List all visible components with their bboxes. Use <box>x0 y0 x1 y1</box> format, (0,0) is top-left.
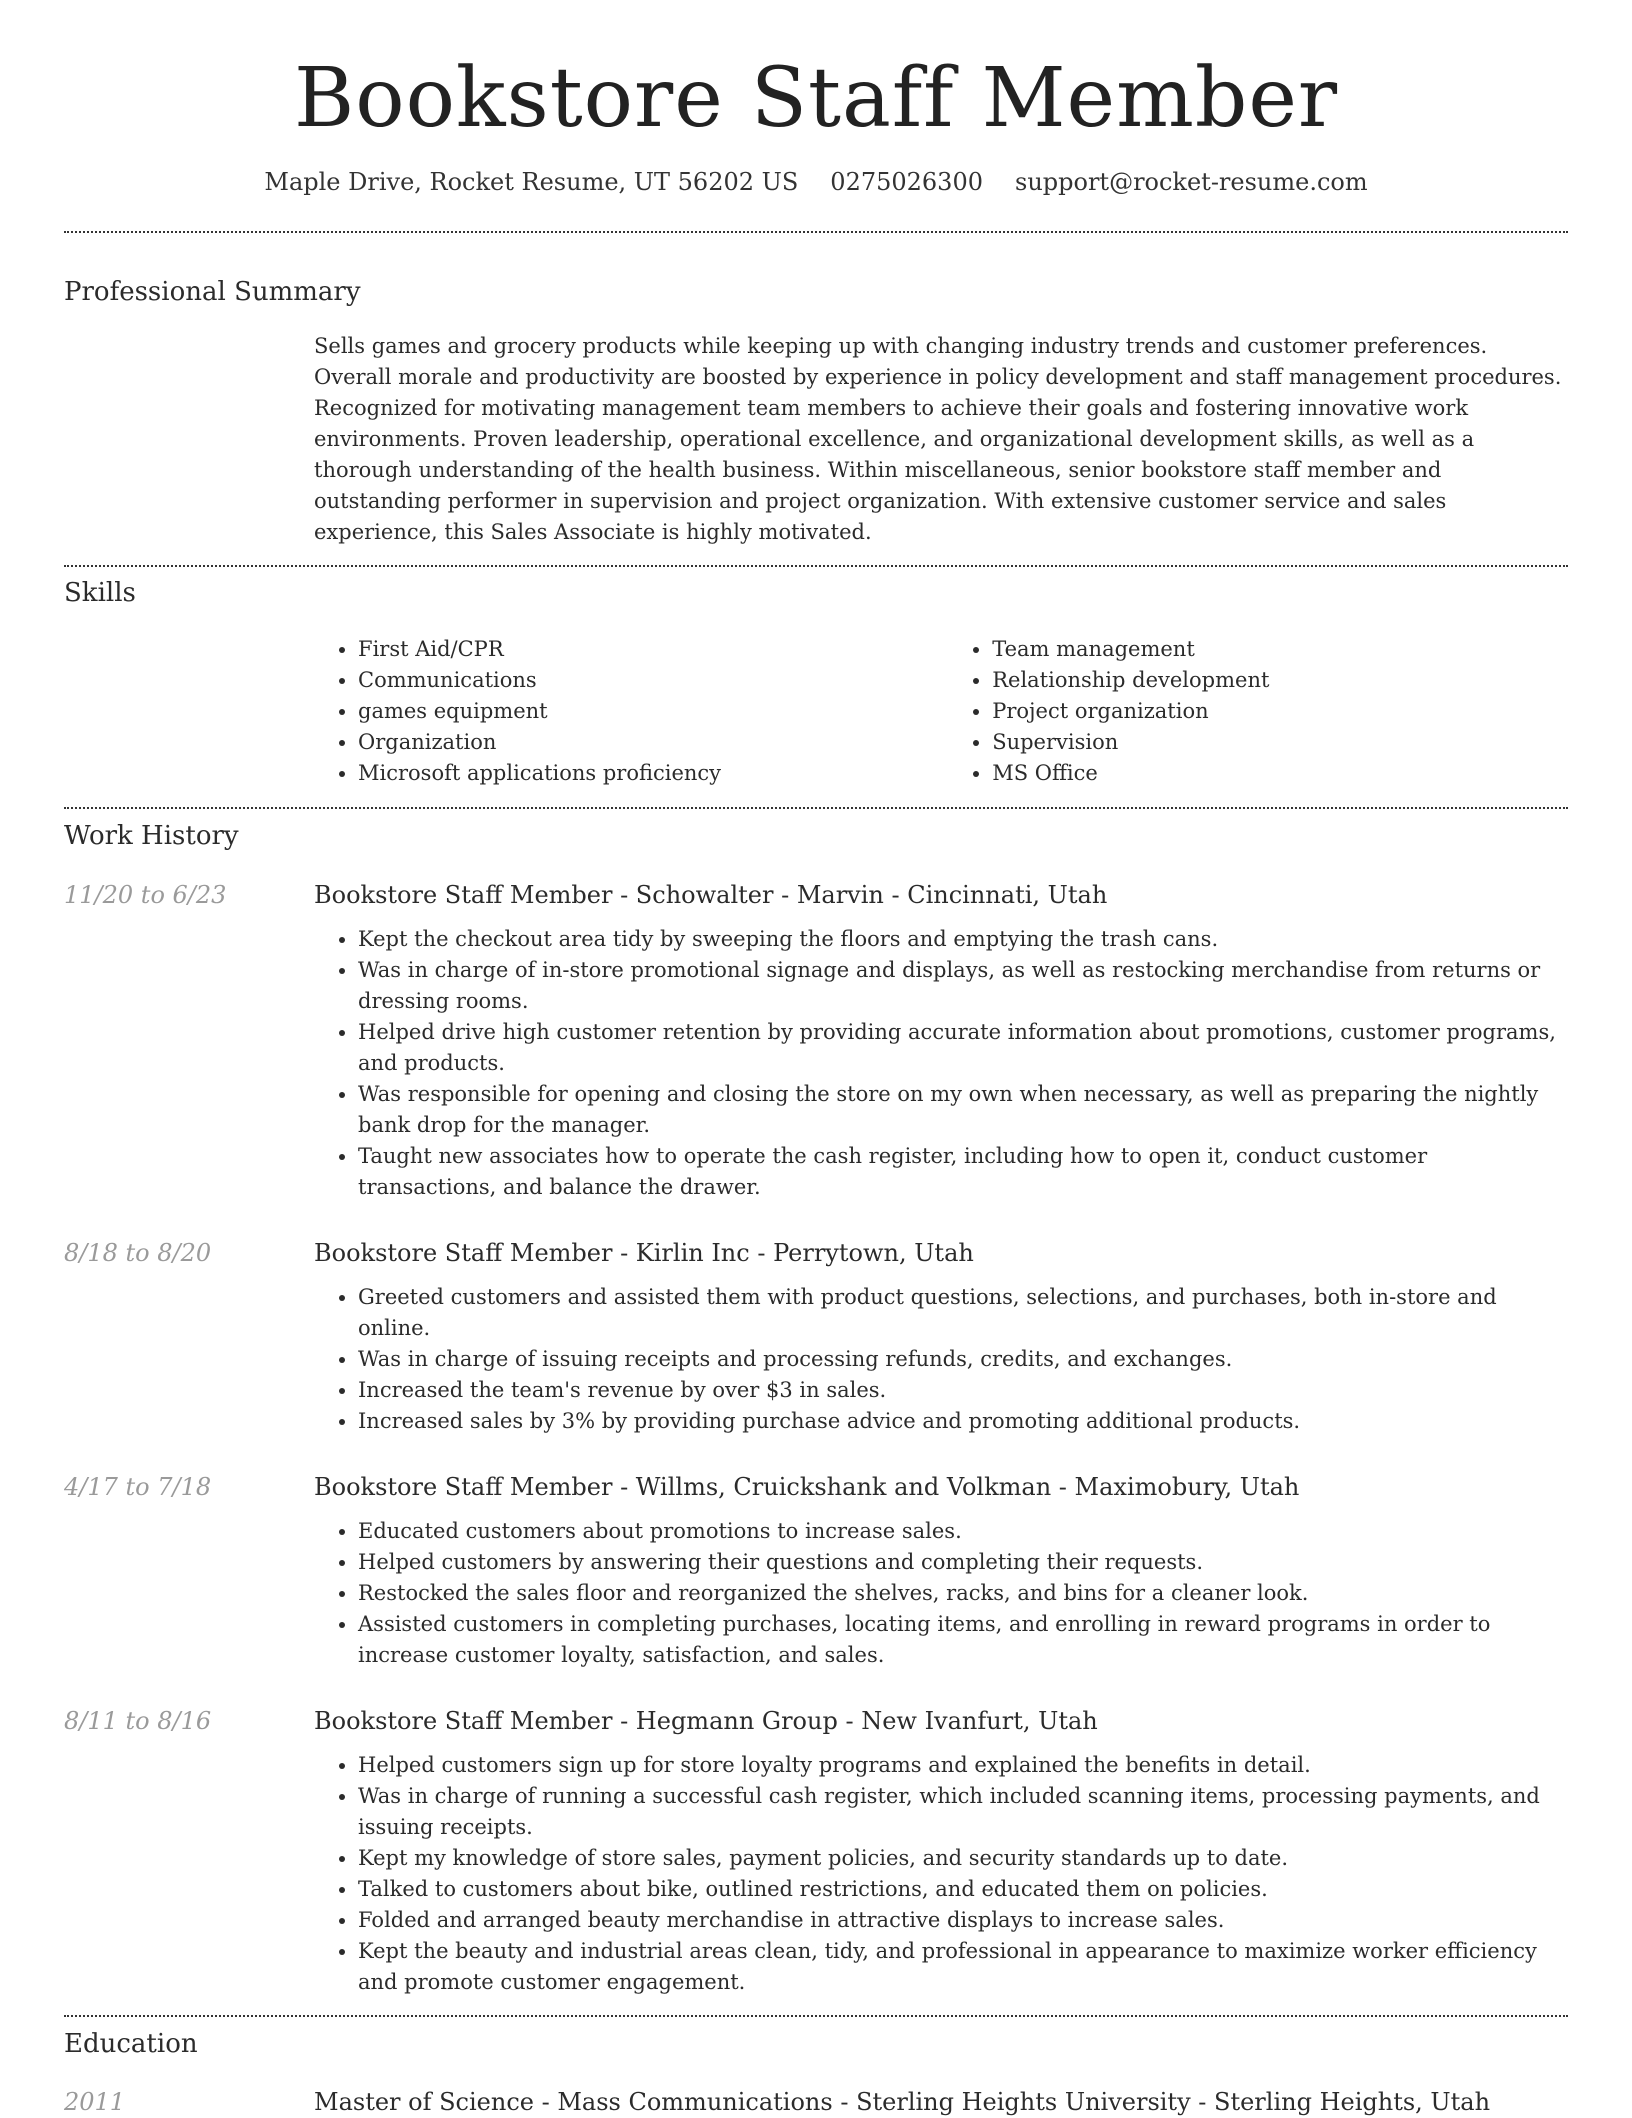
skill-item: • Relationship development <box>992 665 1568 696</box>
skills-divider <box>64 807 1568 809</box>
work-divider <box>64 2015 1568 2017</box>
summary-divider <box>64 565 1568 567</box>
candidate-name: Bookstore Staff Member <box>293 51 1339 146</box>
job-date: 8/11 to 8/16 <box>64 1706 212 1735</box>
skills-list <box>314 634 1568 789</box>
job-bullets <box>314 1750 1568 1998</box>
job-bullet: • Increased the team's revenue by over $3 in sales. <box>358 1375 1568 1406</box>
header-divider <box>64 231 1568 233</box>
skills-title: Skills <box>64 578 136 609</box>
job-bullet: • Kept my knowledge of store sales, payment policies, and security standards up to date. <box>358 1843 1568 1874</box>
job-bullet: • Folded and arranged beauty merchandise in attractive displays to increase sales. <box>358 1905 1568 1936</box>
education-entry <box>64 2086 1568 2118</box>
job-bullet: • Educated customers about promotions to increase sales. <box>358 1516 1568 1547</box>
education-heading: Master of Science - Mass Communications - Sterling Heights University - Sterling Heights, Utah <box>314 2087 1491 2116</box>
job-bullet: • Increased sales by 3% by providing purchase advice and promoting additional products. <box>358 1406 1568 1437</box>
job-entry <box>64 879 1568 1203</box>
skill-item: • Communications <box>358 665 948 696</box>
contact-email: support@rocket-resume.com <box>1015 168 1368 196</box>
job-entry <box>64 1237 1568 1437</box>
job-heading: Bookstore Staff Member - Hegmann Group - New Ivanfurt, Utah <box>314 1706 1098 1735</box>
job-bullet: • Restocked the sales floor and reorganized the shelves, racks, and bins for a cleaner look. <box>358 1578 1568 1609</box>
job-bullet: • Kept the beauty and industrial areas clean, tidy, and professional in appearance to maximize worker efficiency and promote customer engagement. <box>358 1936 1568 1998</box>
contact-address: Maple Drive, Rocket Resume, UT 56202 US <box>264 168 799 196</box>
skill-item: • Supervision <box>992 727 1568 758</box>
skill-item: • First Aid/CPR <box>358 634 948 665</box>
skills-column-left <box>314 634 948 789</box>
job-bullet: • Talked to customers about bike, outlined restrictions, and educated them on policies. <box>358 1874 1568 1905</box>
job-entry <box>64 1705 1568 1998</box>
job-bullet: • Taught new associates how to operate the cash register, including how to open it, conduct customer transactions, and balance the drawer. <box>358 1141 1568 1203</box>
job-bullets <box>314 1516 1568 1671</box>
skill-item: • MS Office <box>992 758 1568 789</box>
summary-text: Sells games and grocery products while keeping up with changing industry trends and customer preferences. Overall morale and productivity are boosted by experience in policy development and staff management procedures. Recognized for motivating management team members to achieve their goals and fostering innovative work environments. Proven leadership, operational excellence, and organizational development skills, as well as a thorough understanding of the health business. Within miscellaneous, senior bookstore staff member and outstanding performer in supervision and project organization. With extensive customer service and sales experience, this Sales Associate is highly motivated. <box>314 334 1562 545</box>
job-bullet: • Was in charge of issuing receipts and processing refunds, credits, and exchanges. <box>358 1344 1568 1375</box>
work-history-title: Work History <box>64 821 239 852</box>
job-date: 11/20 to 6/23 <box>64 880 227 909</box>
job-bullet: • Kept the checkout area tidy by sweeping the floors and emptying the trash cans. <box>358 924 1568 955</box>
education-title: Education <box>64 2028 198 2059</box>
job-bullets <box>314 924 1568 1203</box>
job-heading: Bookstore Staff Member - Willms, Cruickshank and Volkman - Maximobury, Utah <box>314 1472 1300 1501</box>
resume-page <box>64 0 1568 2118</box>
education-date: 2011 <box>64 2087 126 2116</box>
skill-item: • Microsoft applications proficiency <box>358 758 948 789</box>
job-date: 8/18 to 8/20 <box>64 1238 212 1267</box>
job-bullet: • Was in charge of running a successful cash register, which included scanning items, processing payments, and issuing receipts. <box>358 1781 1568 1843</box>
job-bullet: • Was in charge of in-store promotional signage and displays, as well as restocking merchandise from returns or dressing rooms. <box>358 955 1568 1017</box>
skill-item: • games equipment <box>358 696 948 727</box>
skill-item: • Organization <box>358 727 948 758</box>
summary-title: Professional Summary <box>64 277 361 307</box>
job-heading: Bookstore Staff Member - Schowalter - Marvin - Cincinnati, Utah <box>314 880 1108 909</box>
job-date: 4/17 to 7/18 <box>64 1472 212 1501</box>
contact-line <box>64 168 1568 196</box>
skill-item: • Project organization <box>992 696 1568 727</box>
skill-item: • Team management <box>992 634 1568 665</box>
job-entry <box>64 1471 1568 1671</box>
job-bullets <box>314 1282 1568 1437</box>
job-heading: Bookstore Staff Member - Kirlin Inc - Perrytown, Utah <box>314 1238 974 1267</box>
job-bullet: • Helped drive high customer retention by providing accurate information about promotions, customer programs, and products. <box>358 1017 1568 1079</box>
skills-column-right <box>948 634 1568 789</box>
job-bullet: • Helped customers by answering their questions and completing their requests. <box>358 1547 1568 1578</box>
job-bullet: • Was responsible for opening and closing the store on my own when necessary, as well as preparing the nightly bank drop for the manager. <box>358 1079 1568 1141</box>
job-bullet: • Assisted customers in completing purchases, locating items, and enrolling in reward programs in order to increase customer loyalty, satisfaction, and sales. <box>358 1609 1568 1671</box>
job-bullet: • Greeted customers and assisted them with product questions, selections, and purchases, both in-store and online. <box>358 1282 1568 1344</box>
job-bullet: • Helped customers sign up for store loyalty programs and explained the benefits in detail. <box>358 1750 1568 1781</box>
contact-phone: 0275026300 <box>830 168 983 196</box>
